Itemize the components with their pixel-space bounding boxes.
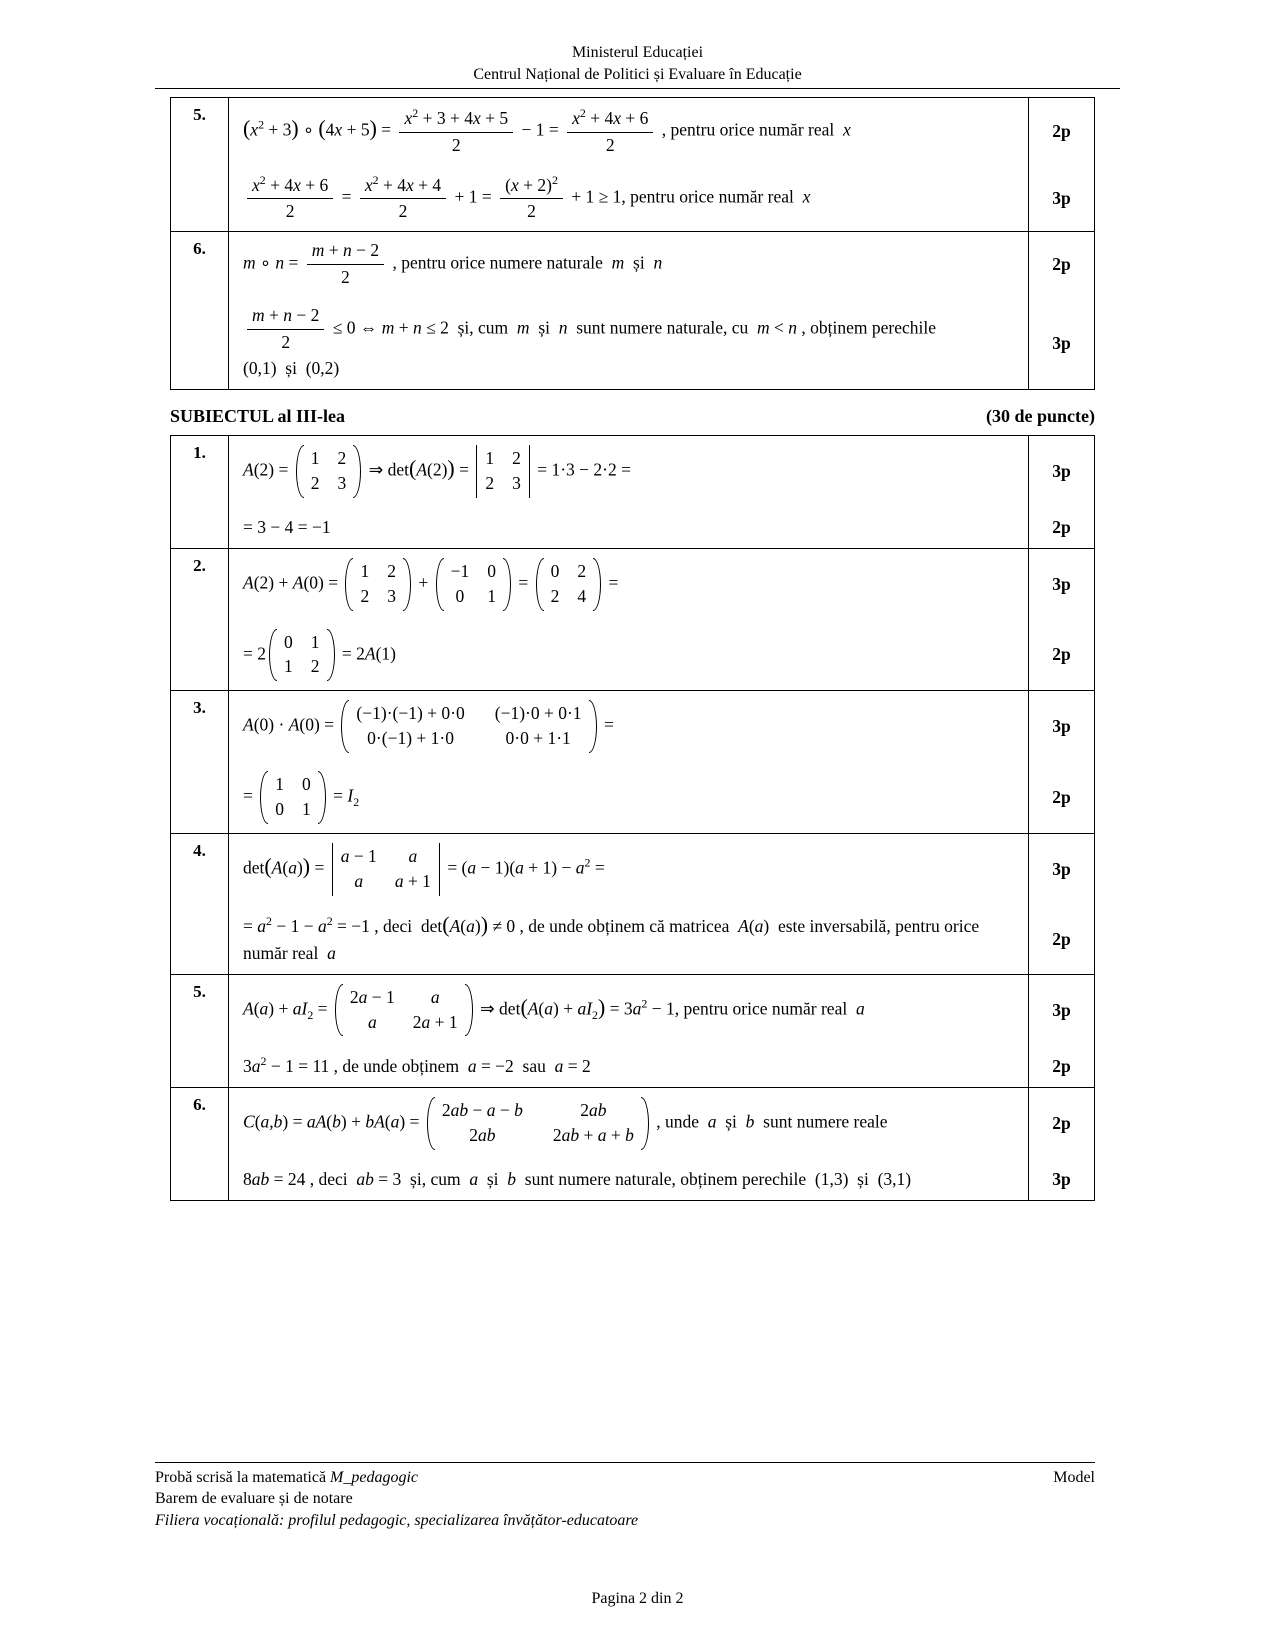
matrix: 1 0 0 1 — [260, 771, 326, 824]
points-cell: 3p — [1028, 549, 1094, 620]
solution-line — [229, 905, 1094, 974]
points-cell: 3p — [1028, 834, 1094, 905]
fraction: $\frac{m + n - 2}{2}$ — [307, 240, 384, 289]
points-cell: 2p — [1028, 762, 1094, 833]
points-cell: 2p — [1028, 232, 1094, 297]
solution-line — [229, 1159, 1094, 1200]
row-lines — [229, 1088, 1094, 1200]
matrix: 1 2 2 3 — [345, 558, 411, 611]
table-row — [171, 833, 1094, 974]
solution-content: det(A(a)) = a − 1 a a a + 1 = $(a - 1)(a + 1) - a^2$ = — [229, 834, 1028, 905]
solution-content: m ∘ n = $\frac{m + n - 2}{2}$ , pentru orice numere naturale m și n — [243, 240, 663, 288]
subject-title: SUBIECTUL al III-lea — [170, 405, 346, 426]
fraction: $\frac{x^2 + 4x + 4}{2}$ — [360, 173, 446, 224]
exam-name-code: M_pedagogic — [330, 1469, 419, 1486]
page-content — [155, 0, 1120, 1201]
matrix: 2a − 1 a a 2a + 1 — [335, 984, 473, 1037]
solution-content: = 3 − 4 = −1 — [243, 516, 331, 537]
points-cell: 3p — [1028, 1159, 1094, 1200]
table-row — [171, 1087, 1094, 1200]
footer-divider — [155, 1462, 1095, 1463]
row-number: 2. — [171, 549, 229, 691]
row-number: 5. — [171, 975, 229, 1088]
row-number: 6. — [171, 1088, 229, 1200]
header-divider — [155, 88, 1120, 89]
points-cell: 3p — [1028, 691, 1094, 762]
matrix: 0 1 1 2 — [269, 629, 335, 682]
fraction: $\frac{x^2 + 4x + 6}{2}$ — [247, 173, 333, 224]
row-number: 3. — [171, 691, 229, 833]
matrix: 1 2 2 3 — [296, 445, 362, 498]
solution-content: A(2) + A(0) = 1 2 2 3 + −1 0 0 1 = 0 2 2 4 = — [229, 549, 1028, 620]
points-cell: 3p — [1028, 436, 1094, 507]
row-number: 1. — [171, 436, 229, 548]
solution-line — [229, 1088, 1094, 1159]
solution-line — [229, 165, 1094, 232]
solution-content: $(x^2 + 3)$ ∘ (4x + 5) = $\frac{x^2 + 3 + 4x + 5}{2}$ − 1 = $\frac{x^2 + 4x + 6}{2}$ , pentru orice număr real x — [243, 106, 851, 155]
model-label: Model — [1053, 1469, 1095, 1486]
exam-name — [155, 1467, 418, 1488]
fraction: $\frac{m + n - 2}{2}$ — [247, 305, 324, 354]
table-row — [171, 98, 1094, 231]
solution-line — [229, 1045, 1094, 1087]
table-row — [171, 974, 1094, 1088]
solution-content: = 2 0 1 1 2 = 2A(1) — [229, 620, 1028, 691]
footer-line3: Filiera vocațională: profilul pedagogic, specializarea învățător-educatoare — [155, 1511, 639, 1529]
points-cell: 2p — [1028, 905, 1094, 974]
matrix: (−1)·(−1) + 0·0 (−1)·0 + 0·1 0·(−1) + 1·0 0·0 + 1·1 — [341, 700, 596, 753]
matrix: 0 2 2 4 — [536, 558, 602, 611]
solution-line — [229, 834, 1094, 905]
solution-content: 8ab = 24 , deci ab = 3 și, cum a și b sunt numere naturale, obținem perechile (1,3) și (3,1) — [243, 1169, 912, 1190]
page-footer — [155, 1462, 1095, 1531]
solution-line — [229, 436, 1094, 507]
row-lines — [229, 549, 1094, 691]
page-number: Pagina 2 din 2 — [591, 1590, 684, 1607]
solution-line — [229, 98, 1094, 165]
scoring-table-subject3 — [170, 435, 1095, 1201]
solution-line — [229, 297, 1094, 389]
center-title: Centrul Național de Politici și Evaluare în Educație — [473, 65, 802, 83]
solution-content: $\frac{x^2 + 4x + 6}{2}$ = $\frac{x^2 + 4x + 4}{2}$ + 1 = $\frac{(x + 2)^2}{2}$ + 1 ≥ 1, pentru orice număr real x — [229, 165, 1028, 232]
points-cell: 3p — [1028, 297, 1094, 389]
table-row — [171, 690, 1094, 833]
solution-line — [229, 549, 1094, 620]
row-lines — [229, 691, 1094, 833]
solution-line — [229, 620, 1094, 691]
table-row — [171, 436, 1094, 548]
solution-line — [229, 232, 1094, 297]
exam-name-text: Probă scrisă la matematică — [155, 1469, 331, 1486]
solution-content: = 1 0 0 1 = $I_2$ — [229, 762, 1028, 833]
solution-line — [229, 975, 1094, 1046]
solution-content: A(2) = 1 2 2 3 ⇒ det(A(2)) = 1 2 2 3 = 1·3 − 2·2 = — [229, 436, 1028, 507]
table-row — [171, 548, 1094, 691]
subject-heading — [170, 406, 1095, 427]
row-lines — [229, 834, 1094, 974]
solution-line — [229, 691, 1094, 762]
solution-line — [229, 762, 1094, 833]
points-cell: 2p — [1028, 1088, 1094, 1159]
solution-content: $\frac{m + n - 2}{2}$ ≤ 0 ⇔ m + n ≤ 2 și, cum m și n sunt numere naturale, cu m < n , obținem perechile (0,1) și (0,2) — [243, 305, 937, 378]
table-row — [171, 231, 1094, 389]
row-lines — [229, 98, 1094, 231]
row-lines — [229, 975, 1094, 1088]
points-cell: 2p — [1028, 620, 1094, 691]
solution-content: $A(a) + aI_2$ = 2a − 1 a a 2a + 1 ⇒ $\det(A(a) + aI_2) = 3a^2 - 1$, pentru orice număr real a — [229, 975, 1028, 1046]
solution-content: $3a^2 - 1 = 11$ , de unde obținem a = −2 sau a = 2 — [243, 1054, 591, 1077]
row-lines — [229, 232, 1094, 389]
footer-line2: Barem de evaluare și de notare — [155, 1490, 353, 1508]
solution-content: A(0) · A(0) = (−1)·(−1) + 0·0 (−1)·0 + 0·1 0·(−1) + 1·0 0·0 + 1·1 = — [229, 691, 1028, 762]
points-cell: 2p — [1028, 507, 1094, 548]
row-lines — [229, 436, 1094, 548]
document-header — [155, 0, 1120, 89]
scoring-table-subject2 — [170, 97, 1095, 390]
solution-line — [229, 507, 1094, 548]
footer-line1 — [155, 1467, 1095, 1488]
ministry-title: Ministerul Educației — [571, 44, 704, 61]
fraction: $\frac{x^2 + 4x + 6}{2}$ — [567, 106, 653, 157]
fraction: $\frac{x^2 + 3 + 4x + 5}{2}$ — [399, 106, 513, 157]
matrix: a − 1 a a a + 1 — [332, 843, 440, 896]
row-number: 4. — [171, 834, 229, 974]
row-number: 6. — [171, 232, 229, 389]
points-cell: 3p — [1028, 975, 1094, 1046]
subject-points: (30 de puncte) — [986, 405, 1095, 426]
matrix: 2ab − a − b 2ab 2ab 2ab + a + b — [427, 1097, 649, 1150]
solution-content: C(a,b) = aA(b) + bA(a) = 2ab − a − b 2ab 2ab 2ab + a + b , unde a și b sunt numere reale — [229, 1088, 1028, 1159]
matrix: −1 0 0 1 — [436, 558, 511, 611]
points-cell: 2p — [1028, 1045, 1094, 1087]
matrix: 1 2 2 3 — [476, 445, 530, 498]
points-cell: 2p — [1028, 98, 1094, 165]
fraction: $\frac{(x + 2)^2}{2}$ — [500, 173, 563, 224]
row-number: 5. — [171, 98, 229, 231]
points-cell: 3p — [1028, 165, 1094, 232]
solution-content: = $a^2 - 1 - a^2 = -1$ , deci det(A(a)) ≠ 0 , de unde obținem că matricea A(a) este inversabilă, pentru orice număr real a — [243, 912, 980, 963]
